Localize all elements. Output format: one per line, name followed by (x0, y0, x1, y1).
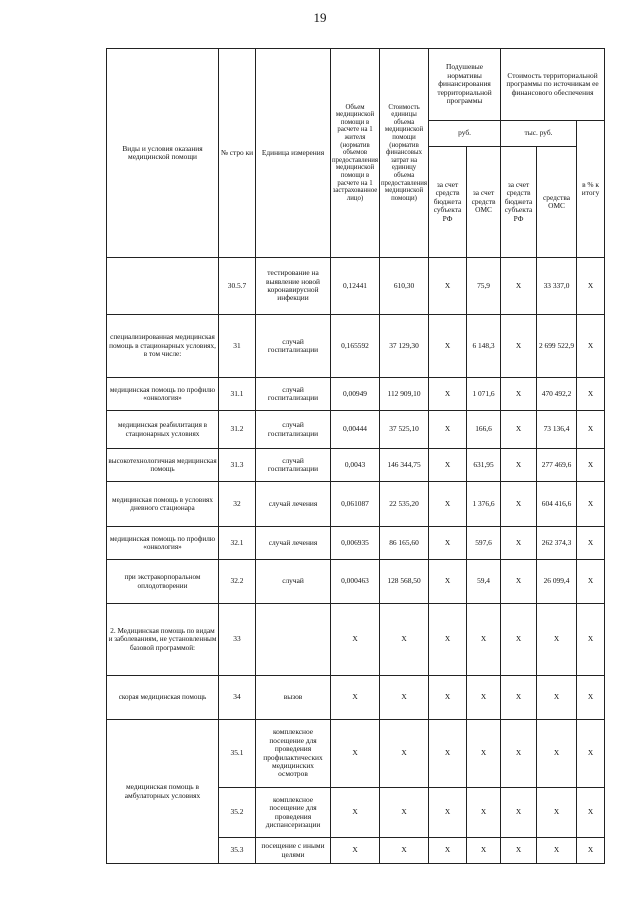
header-budget2: за счет средств бюджета субъекта РФ (501, 147, 537, 258)
table-row (107, 258, 605, 315)
cell-row-number: 31 (219, 315, 256, 378)
cell-p: X (577, 560, 605, 604)
cell-unit: случай госпитализации (256, 315, 331, 378)
cell-unit: случай госпитализации (256, 449, 331, 482)
cell-vid (107, 258, 219, 315)
cell-row-number: 35.2 (219, 788, 256, 838)
table-row (107, 482, 605, 527)
cell-unit: комплексное посещение для проведения диспансеризации (256, 788, 331, 838)
cell-row-number: 35.1 (219, 720, 256, 788)
cell-row-number: 34 (219, 676, 256, 720)
cell-vid: при экстракорпоральном оплодотворении (107, 560, 219, 604)
table-row (107, 378, 605, 411)
cell-o2: 2 699 522,9 (537, 315, 577, 378)
program-cost-table (106, 48, 605, 864)
cell-o: 59,4 (467, 560, 501, 604)
cell-b2: X (501, 482, 537, 527)
cell-p: X (577, 676, 605, 720)
cell-o: X (467, 720, 501, 788)
cell-vid: медицинская помощь по профилю «онкология» (107, 527, 219, 560)
cell-b: X (429, 560, 467, 604)
cell-vol: 0,000463 (331, 560, 380, 604)
cell-o2: 470 492,2 (537, 378, 577, 411)
cell-vol: X (331, 676, 380, 720)
cell-unit: вызов (256, 676, 331, 720)
header-rub: руб. (429, 121, 501, 147)
cell-b: X (429, 720, 467, 788)
header-nstr: № стро ки (219, 49, 256, 258)
cell-cost: X (380, 604, 429, 676)
table-row (107, 676, 605, 720)
cell-b2: X (501, 676, 537, 720)
cell-p: X (577, 315, 605, 378)
cell-o2: 262 374,3 (537, 527, 577, 560)
cell-cost: 112 909,10 (380, 378, 429, 411)
cell-row-number: 32.2 (219, 560, 256, 604)
header-stoim: Стоимость территориальной программы по источникам ее финансового обеспечения (501, 49, 605, 121)
cell-cost: 86 165,60 (380, 527, 429, 560)
header-budget: за счет средств бюджета субъекта РФ (429, 147, 467, 258)
cell-cost: X (380, 788, 429, 838)
table-row (107, 315, 605, 378)
cell-b: X (429, 258, 467, 315)
cell-o2: X (537, 604, 577, 676)
table-row (107, 527, 605, 560)
cell-b2: X (501, 720, 537, 788)
cell-b2: X (501, 378, 537, 411)
cell-b: X (429, 482, 467, 527)
cell-vid: медицинская помощь в амбулаторных условиях (107, 720, 219, 864)
header-oms: за счет средств ОМС (467, 147, 501, 258)
cell-p: X (577, 838, 605, 864)
cell-row-number: 31.2 (219, 411, 256, 449)
cell-b: X (429, 449, 467, 482)
cell-vol: 0,165592 (331, 315, 380, 378)
cell-b2: X (501, 527, 537, 560)
cell-unit: случай лечения (256, 527, 331, 560)
cell-o: X (467, 676, 501, 720)
header-cost: Стоимость единицы объема медицинской помощи (норматив финансовых затрат на единицу объема предоставления медицинской помощи) (380, 49, 429, 258)
cell-unit: случай госпитализации (256, 411, 331, 449)
cell-p: X (577, 482, 605, 527)
cell-o2: 277 469,6 (537, 449, 577, 482)
table-row (107, 720, 605, 788)
cell-vid: медицинская реабилитация в стационарных условиях (107, 411, 219, 449)
cell-vid: высокотехнологичная медицинская помощь (107, 449, 219, 482)
cell-unit (256, 604, 331, 676)
cell-unit: случай (256, 560, 331, 604)
cell-cost: X (380, 676, 429, 720)
cell-p: X (577, 449, 605, 482)
cell-vol: X (331, 720, 380, 788)
table-row (107, 604, 605, 676)
header-podush: Подушевые нормативы финансирования территориальной программы (429, 49, 501, 121)
header-unit: Единица измерения (256, 49, 331, 258)
cell-unit: комплексное посещение для проведения профилактических медицинских осмотров (256, 720, 331, 788)
cell-p: X (577, 604, 605, 676)
cell-vid: скорая медицинская помощь (107, 676, 219, 720)
cell-cost: 610,30 (380, 258, 429, 315)
cell-vol: X (331, 788, 380, 838)
cell-cost: 146 344,75 (380, 449, 429, 482)
cell-b2: X (501, 838, 537, 864)
table-row (107, 560, 605, 604)
cell-row-number: 33 (219, 604, 256, 676)
cell-b2: X (501, 315, 537, 378)
cell-unit: тестирование на выявление новой коронавирусной инфекции (256, 258, 331, 315)
cell-vol: X (331, 604, 380, 676)
cell-vol: X (331, 838, 380, 864)
cell-o2: X (537, 676, 577, 720)
cell-o2: 33 337,0 (537, 258, 577, 315)
cell-o: 166,6 (467, 411, 501, 449)
cell-b: X (429, 411, 467, 449)
cell-row-number: 30.5.7 (219, 258, 256, 315)
cell-o2: X (537, 720, 577, 788)
cell-p: X (577, 527, 605, 560)
cell-p: X (577, 378, 605, 411)
cell-b2: X (501, 560, 537, 604)
cell-vol: 0,006935 (331, 527, 380, 560)
header-oms2: средства ОМС (537, 147, 577, 258)
cell-unit: посещение с иными целями (256, 838, 331, 864)
cell-o: X (467, 838, 501, 864)
header-pct: в % к итогу (577, 121, 605, 258)
cell-vid: медицинская помощь по профилю «онкология» (107, 378, 219, 411)
cell-p: X (577, 258, 605, 315)
table-row (107, 449, 605, 482)
cell-o: 75,9 (467, 258, 501, 315)
cell-row-number: 32 (219, 482, 256, 527)
cell-p: X (577, 411, 605, 449)
cell-b2: X (501, 449, 537, 482)
cell-cost: 22 535,20 (380, 482, 429, 527)
cell-o: 1 376,6 (467, 482, 501, 527)
cell-b2: X (501, 258, 537, 315)
cell-vol: 0,00444 (331, 411, 380, 449)
header-volume: Объем медицинской помощи в расчете на 1 жителя (норматив объемов предоставления медицинской помощи в расчете на 1 застрахованное лицо) (331, 49, 380, 258)
cell-p: X (577, 720, 605, 788)
cell-b: X (429, 315, 467, 378)
cell-b: X (429, 604, 467, 676)
cell-vid: 2. Медицинская помощь по видам и заболеваниям, не установленным базовой программой: (107, 604, 219, 676)
cell-cost: X (380, 720, 429, 788)
cell-row-number: 31.3 (219, 449, 256, 482)
cell-o: 6 148,3 (467, 315, 501, 378)
cell-b: X (429, 676, 467, 720)
cell-b2: X (501, 411, 537, 449)
cell-b2: X (501, 788, 537, 838)
cell-b: X (429, 788, 467, 838)
cell-cost: X (380, 838, 429, 864)
cell-o: X (467, 604, 501, 676)
cell-o2: X (537, 838, 577, 864)
cell-row-number: 31.1 (219, 378, 256, 411)
cell-vol: 0,00949 (331, 378, 380, 411)
cell-o2: 26 099,4 (537, 560, 577, 604)
cell-o2: X (537, 788, 577, 838)
cell-b2: X (501, 604, 537, 676)
header-vid: Виды и условия оказания медицинской помощи (107, 49, 219, 258)
cell-b: X (429, 378, 467, 411)
cell-row-number: 35.3 (219, 838, 256, 864)
cell-o: X (467, 788, 501, 838)
cell-vol: 0,12441 (331, 258, 380, 315)
cell-o2: 604 416,6 (537, 482, 577, 527)
cell-unit: случай госпитализации (256, 378, 331, 411)
cell-vol: 0,061087 (331, 482, 380, 527)
cell-unit: случай лечения (256, 482, 331, 527)
cell-o: 631,95 (467, 449, 501, 482)
cell-cost: 128 568,50 (380, 560, 429, 604)
cell-o: 597,6 (467, 527, 501, 560)
page-number: 19 (313, 10, 327, 25)
cell-p: X (577, 788, 605, 838)
cell-vol: 0,0043 (331, 449, 380, 482)
cell-cost: 37 129,30 (380, 315, 429, 378)
cell-o2: 73 136,4 (537, 411, 577, 449)
cell-cost: 37 525,10 (380, 411, 429, 449)
cell-vid: медицинская помощь в условиях дневного стационара (107, 482, 219, 527)
cell-b: X (429, 527, 467, 560)
header-tys: тыс. руб. (501, 121, 577, 147)
cell-b: X (429, 838, 467, 864)
cell-row-number: 32.1 (219, 527, 256, 560)
cell-vid: специализированная медицинская помощь в стационарных условиях, в том числе: (107, 315, 219, 378)
table-row (107, 411, 605, 449)
cell-o: 1 071,6 (467, 378, 501, 411)
